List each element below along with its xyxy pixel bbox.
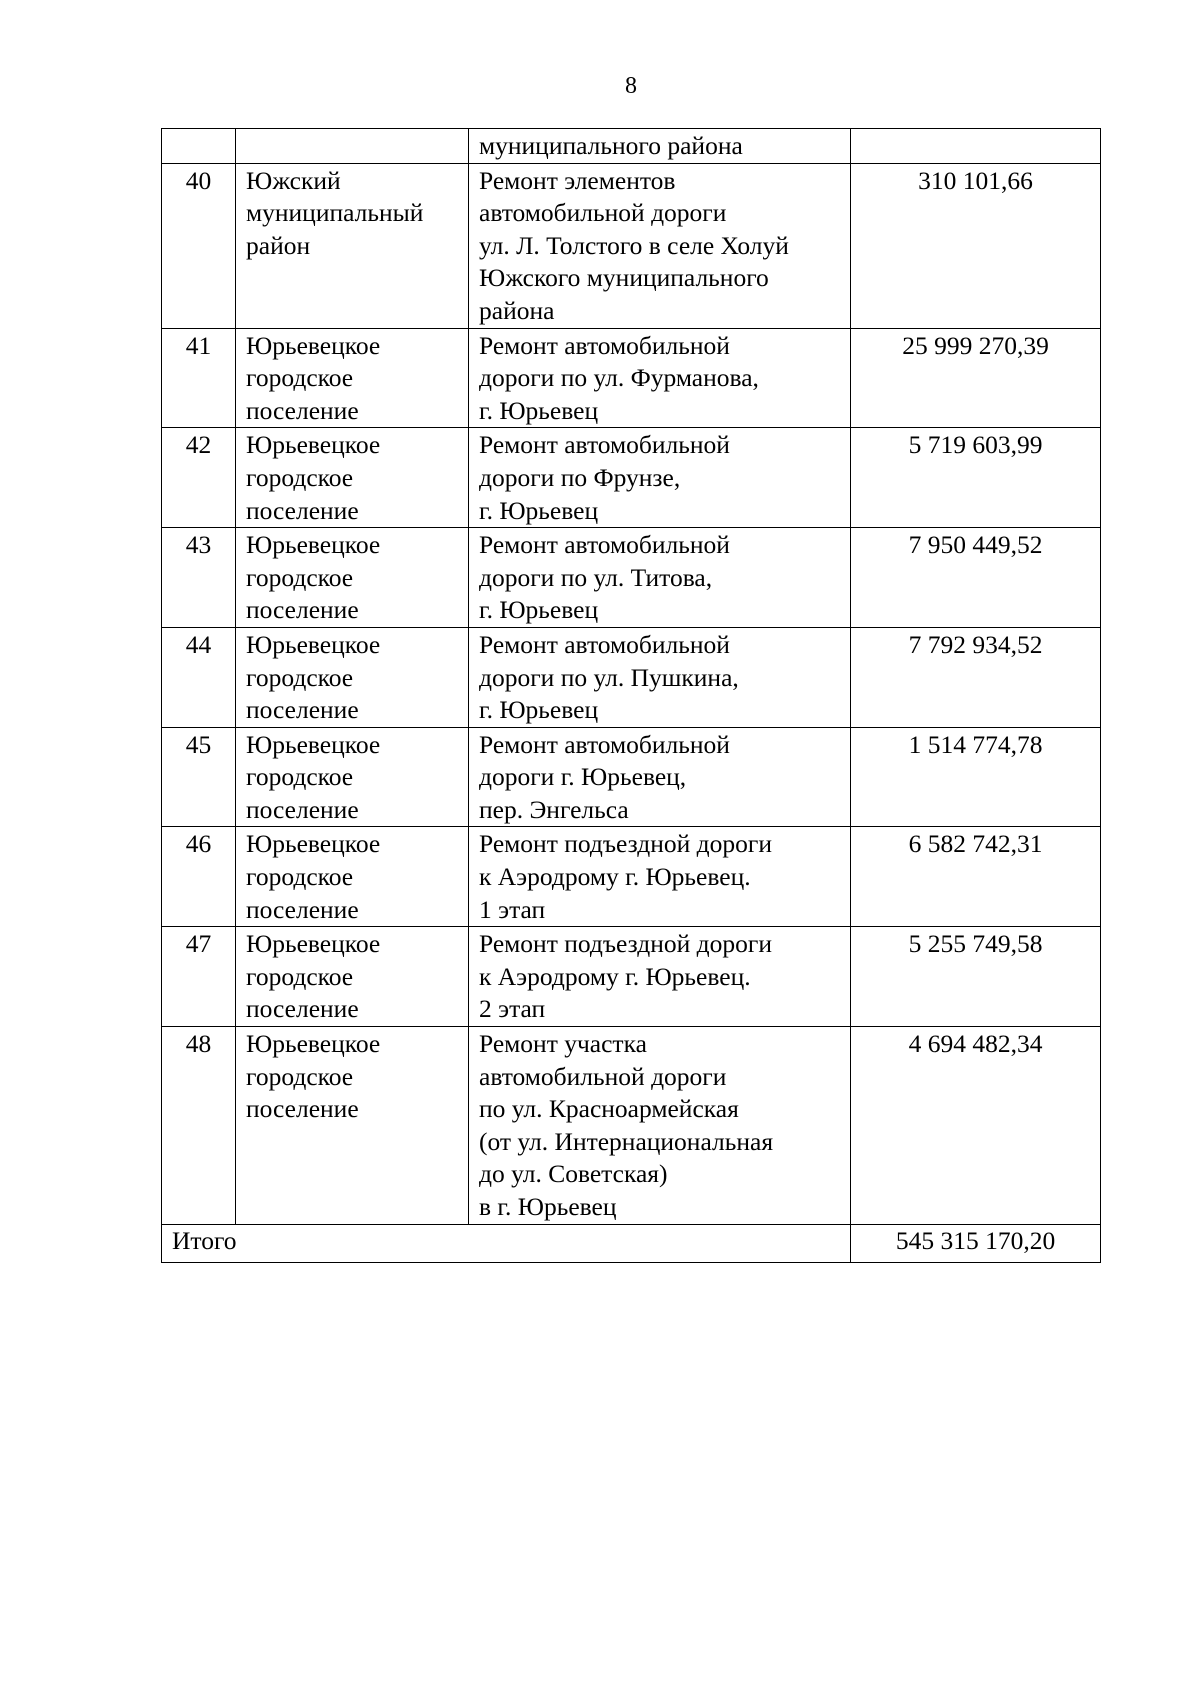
row-number-cell: 42 [162,428,236,528]
municipality-cell [236,428,469,528]
continuation-row [162,129,1101,164]
description-line: муниципального района [479,131,743,160]
description-cell [469,827,851,927]
description-line: Ремонт автомобильной [479,430,730,460]
municipality-line: Юрьевецкое [246,629,381,659]
municipality-line: Юрьевецкое [246,530,381,560]
municipality-line: Юрьевецкое [246,1029,381,1059]
description-line: Ремонт автомобильной [479,629,730,659]
municipality-line: городское [246,862,354,892]
amount-cell [851,129,1101,164]
table-row [162,927,1101,1027]
description-cell [469,328,851,428]
row-number-cell [162,129,236,164]
table-row [162,627,1101,727]
municipality-line: Юрьевецкое [246,929,381,959]
municipality-line: городское [246,562,354,592]
description-cell [469,727,851,827]
municipality-line: поселение [246,894,359,924]
description-line: дороги по ул. Титова, [479,562,713,592]
municipality-line: Юрьевецкое [246,430,381,460]
amount-cell: 7 950 449,52 [851,528,1101,628]
description-line: 2 этап [479,994,546,1024]
description-line: дороги г. Юрьевец, [479,762,687,792]
description-cell [469,528,851,628]
description-line: Ремонт элементов [479,165,676,195]
description-line: Ремонт подъездной дороги [479,829,773,859]
description-line: Ремонт автомобильной [479,330,730,360]
municipality-line: Южский [246,165,341,195]
municipality-line: поселение [246,1094,359,1124]
description-line: дороги по ул. Фурманова, [479,363,759,393]
municipality-line: поселение [246,794,359,824]
municipality-line: муниципальный [246,198,424,228]
description-line: по ул. Красноармейская [479,1094,739,1124]
row-number-cell: 43 [162,528,236,628]
table-row [162,428,1101,528]
description-line: района [479,295,555,325]
municipality-cell [236,827,469,927]
table-row [162,827,1101,927]
table-row [162,528,1101,628]
description-line: дороги по ул. Пушкина, [479,662,739,692]
municipality-cell [236,528,469,628]
municipality-line: Юрьевецкое [246,330,381,360]
row-number-cell: 45 [162,727,236,827]
description-line: автомобильной дороги [479,198,727,228]
amount-cell: 5 719 603,99 [851,428,1101,528]
total-label: Итого [162,1224,851,1263]
municipality-line: городское [246,662,354,692]
row-number-cell: 47 [162,927,236,1027]
municipality-line: Юрьевецкое [246,729,381,759]
description-line: Южского муниципального [479,263,769,293]
page-number: 8 [625,73,637,99]
description-line: Ремонт подъездной дороги [479,929,773,959]
row-number-cell: 46 [162,827,236,927]
description-line: в г. Юрьевец [479,1192,617,1221]
description-line: автомобильной дороги [479,1061,727,1091]
description-line: дороги по Фрунзе, [479,462,681,492]
municipality-line: поселение [246,695,359,725]
row-number-cell: 48 [162,1027,236,1225]
description-line: Ремонт автомобильной [479,530,730,560]
table-row [162,1027,1101,1225]
amount-cell: 25 999 270,39 [851,328,1101,428]
municipality-line: поселение [246,595,359,625]
table-row [162,328,1101,428]
description-line: (от ул. Интернациональная [479,1126,774,1156]
municipality-cell [236,1027,469,1225]
municipality-cell [236,627,469,727]
row-number-cell: 44 [162,627,236,727]
municipality-line: район [246,230,311,260]
table-row [162,163,1101,328]
municipality-line: городское [246,462,354,492]
municipality-cell [236,328,469,428]
row-number-cell: 40 [162,163,236,328]
municipality-cell [236,727,469,827]
description-cell [469,627,851,727]
municipality-cell [236,163,469,328]
municipality-line: поселение [246,495,359,525]
description-line: к Аэродрому г. Юрьевец. [479,961,751,991]
amount-cell: 5 255 749,58 [851,927,1101,1027]
description-line: к Аэродрому г. Юрьевец. [479,862,751,892]
description-line: г. Юрьевец [479,695,599,725]
description-cell [469,428,851,528]
description-line: г. Юрьевец [479,395,599,425]
row-number-cell: 41 [162,328,236,428]
municipality-cell [236,129,469,164]
description-line: Ремонт участка [479,1029,647,1059]
description-line: 1 этап [479,894,546,924]
description-line: г. Юрьевец [479,495,599,525]
description-cell [469,163,851,328]
municipality-line: поселение [246,395,359,425]
amount-cell: 1 514 774,78 [851,727,1101,827]
municipality-line: городское [246,961,354,991]
description-cell [469,1027,851,1225]
table-row [162,727,1101,827]
table-body [162,129,1101,1263]
description-line: г. Юрьевец [479,595,599,625]
amount-cell: 4 694 482,34 [851,1027,1101,1225]
amount-cell: 7 792 934,52 [851,627,1101,727]
description-cell [469,927,851,1027]
municipality-line: городское [246,1061,354,1091]
municipality-line: Юрьевецкое [246,829,381,859]
description-line: ул. Л. Толстого в селе Холуй [479,230,789,260]
description-line: пер. Энгельса [479,794,629,824]
description-line: Ремонт автомобильной [479,729,730,759]
total-row [162,1224,1101,1263]
amount-cell: 6 582 742,31 [851,827,1101,927]
municipality-line: городское [246,363,354,393]
total-amount: 545 315 170,20 [851,1224,1101,1263]
municipality-cell [236,927,469,1027]
description-line: до ул. Советская) [479,1159,668,1189]
municipality-line: городское [246,762,354,792]
funding-table [161,128,1101,1263]
amount-cell: 310 101,66 [851,163,1101,328]
description-cell [469,129,851,164]
municipality-line: поселение [246,994,359,1024]
